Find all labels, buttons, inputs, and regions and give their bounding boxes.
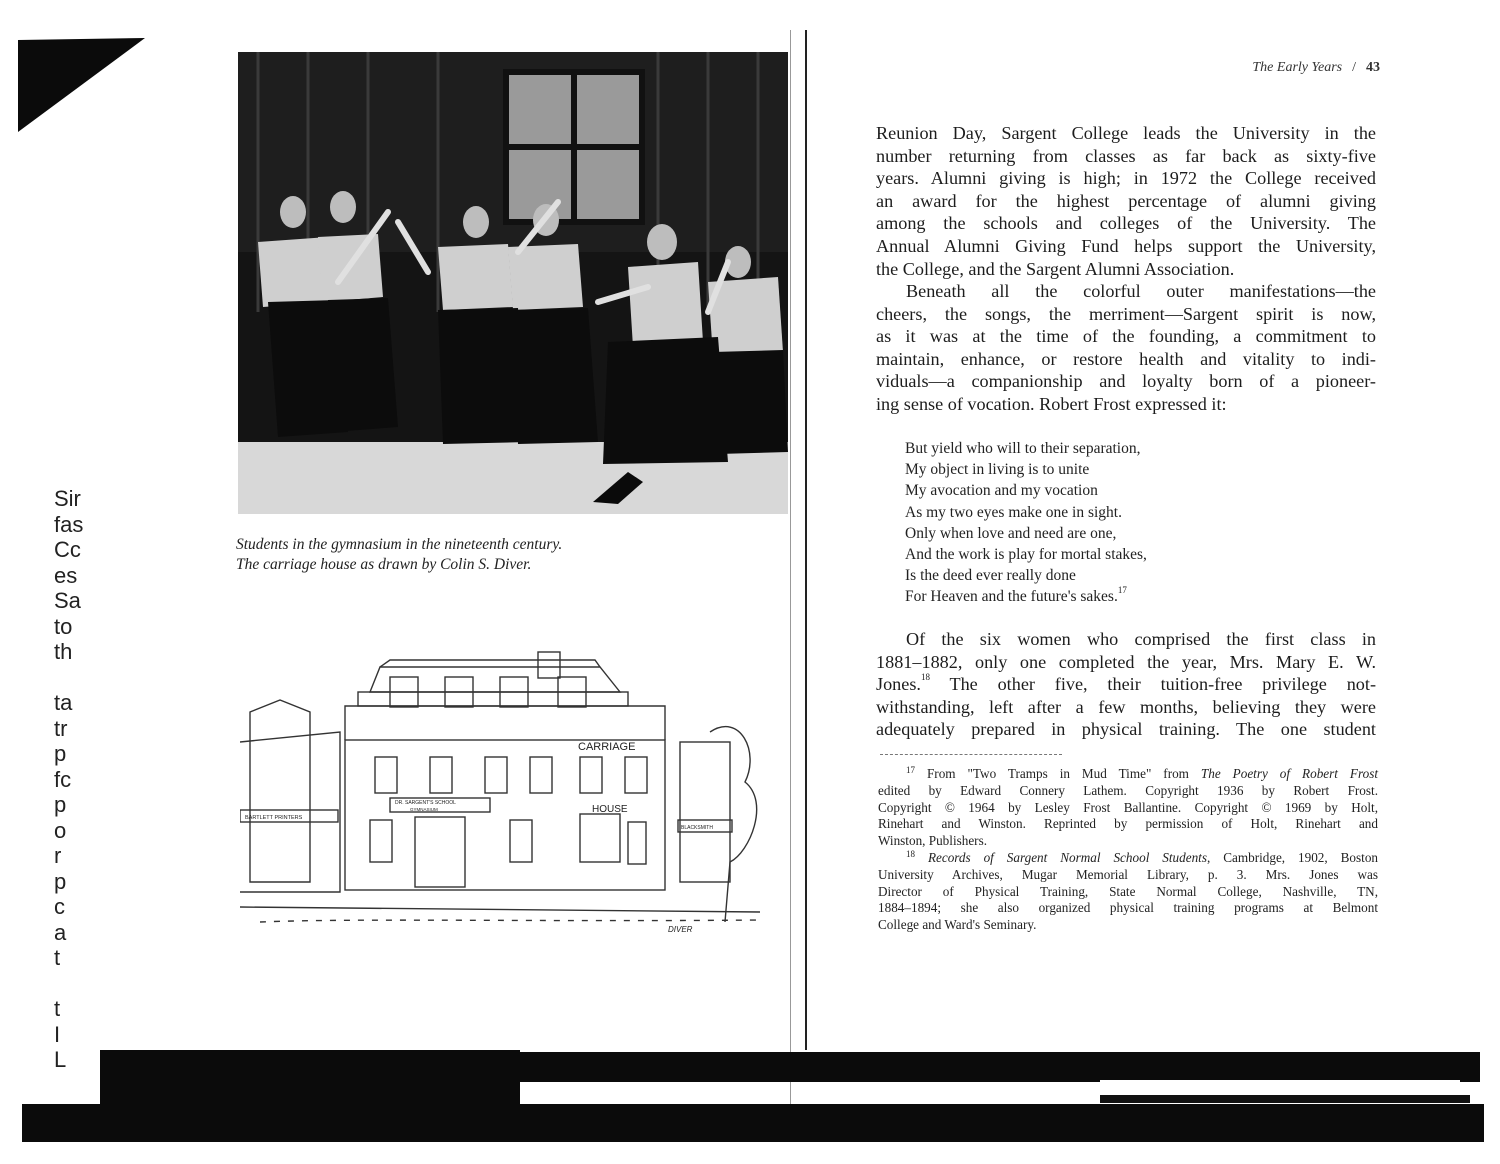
text-line: as it was at the time of the founding, a commitment to — [876, 326, 1376, 347]
footnote-marker: 18 — [906, 848, 915, 859]
left-page-edge-text — [54, 486, 94, 1073]
edge-fragment: p — [54, 792, 67, 817]
carriage-house-drawing — [240, 622, 780, 932]
poem-line: As my two eyes make one in sight. — [905, 503, 1122, 521]
footnote-18-line: Director of Physical Training, State Normal College, Nashville, TN, — [878, 883, 1378, 899]
footnote-17-line: Copyright © 1964 by Lesley Frost Ballantine. Copyright © 1969 by Holt, — [878, 799, 1378, 815]
edge-fragment: I — [54, 1021, 61, 1047]
text-line: an award for the highest percentage of alumni giving — [876, 190, 1376, 211]
drawing-sign-gym: GYMNASIUM — [410, 807, 438, 812]
text-line: viduals—a companionship and loyalty born of a pioneer- — [876, 371, 1376, 392]
edge-fragment: p — [54, 741, 67, 766]
poem-line — [905, 586, 1325, 607]
edge-fragment: t — [54, 996, 61, 1021]
text-fragment: From "Two Tramps in Mud Time" from — [915, 766, 1201, 781]
drawing-signature: DIVER — [668, 925, 693, 932]
edge-fragment: a — [54, 919, 67, 945]
drawing-sign-school: DR. SARGENT'S SCHOOL — [395, 800, 456, 806]
text-line: Beneath all the colorful outer manifestations—the — [906, 281, 1376, 301]
text-line: adequately prepared in physical training. The one student — [876, 719, 1376, 740]
poem-line: And the work is play for mortal stakes, — [905, 546, 1147, 564]
footnote-marker: 17 — [906, 765, 915, 775]
drawing-sign-blacksmith: BLACKSMITH — [681, 825, 713, 831]
text-line: among the schools and colleges of the University. The — [876, 213, 1376, 234]
text-line: 1881–1882, only one completed the year, Mrs. Mary E. W. — [876, 651, 1376, 672]
footnote-17-line: Rinehart and Winston. Reprinted by permission of Holt, Rinehart and — [878, 816, 1378, 832]
text-fragment: The other five, their tuition-free privilege not- — [929, 674, 1376, 695]
record-title: Records of Sargent Normal School Students — [927, 849, 1207, 865]
footnote-17-line: Winston, Publishers. — [878, 833, 988, 849]
paragraph-first-class — [876, 628, 1376, 741]
paragraph-spirit — [876, 280, 1376, 416]
scan-corner-artifact — [0, 0, 150, 140]
text-line: cheers, the songs, the merriment—Sargent spirit is now, — [876, 303, 1376, 324]
running-head-separator: / — [1352, 60, 1356, 75]
poem-line: My object in living is to unite — [905, 461, 1090, 479]
frost-poem-quote — [905, 438, 1325, 608]
edge-fragment: L — [54, 1047, 67, 1072]
running-head-title: The Early Years — [1252, 60, 1343, 75]
text-line: withstanding, left after a few months, believing they were — [876, 696, 1376, 717]
poem-line: Is the deed ever really done — [905, 567, 1076, 585]
edge-fragment: th — [54, 639, 73, 664]
poem-line: My avocation and my vocation — [905, 482, 1098, 500]
edge-fragment — [54, 665, 94, 691]
drawing-sign-carriage: CARRIAGE — [578, 741, 636, 753]
page-number: 43 — [1366, 60, 1380, 75]
edge-fragment: p — [54, 868, 67, 894]
text-line — [876, 673, 1376, 696]
gymnasium-photo — [238, 52, 788, 514]
footnote-18-line: University Archives, Mugar Memorial Library, p. 3. Mrs. Jones was — [878, 866, 1378, 882]
poem-line-text: For Heaven and the future's sakes. — [905, 588, 1118, 606]
text-line: number returning from classes as far back as sixty-five — [876, 145, 1376, 166]
poem-line: Only when love and need are one, — [905, 524, 1117, 542]
text-line: Of the six women who comprised the first class in — [906, 629, 1376, 649]
footnote-18-line — [878, 850, 1378, 867]
text-fragment: Jones. — [876, 674, 921, 695]
footnote-rule — [880, 754, 1062, 756]
running-head — [1150, 60, 1380, 76]
footnote-marker: 18 — [920, 672, 930, 683]
edge-fragment: es — [54, 562, 78, 588]
page-gutter-line — [805, 30, 807, 1050]
footnote-18-line: 1884–1894; she also organized physical training programs at Belmont — [878, 900, 1378, 916]
scan-black-bar — [100, 1050, 520, 1104]
edge-fragment: fas — [54, 511, 84, 537]
caption-line: The carriage house as drawn by Colin S. Diver. — [236, 556, 532, 573]
footnotes — [878, 766, 1378, 934]
text-line: years. Alumni giving is high; in 1972 the College received — [876, 168, 1376, 189]
edge-fragment: to — [54, 613, 73, 639]
edge-fragment: t — [54, 945, 61, 970]
edge-fragment: Cc — [54, 537, 81, 562]
edge-fragment: ta — [54, 690, 73, 715]
edge-fragment: Sa — [54, 588, 81, 613]
edge-fragment: r — [54, 843, 62, 868]
text-fragment: , Cambridge, 1902, Boston — [1206, 849, 1379, 865]
edge-fragment: fc — [54, 766, 72, 792]
scan-black-bar — [520, 1052, 1480, 1082]
text-line: ing sense of vocation. Robert Frost expressed it: — [876, 393, 1227, 414]
drawing-sign-printers: BARTLETT PRINTERS — [245, 815, 303, 821]
paragraph-reunion — [876, 122, 1376, 280]
poem-line: But yield who will to their separation, — [905, 440, 1141, 457]
scan-black-bar — [1100, 1095, 1470, 1103]
text-line: the College, and the Sargent Alumni Association. — [876, 258, 1235, 279]
book-title: The Poetry of Robert Frost — [1200, 766, 1378, 781]
page-gutter-line — [790, 30, 791, 1120]
footnote-18-line: College and Ward's Seminary. — [878, 917, 1037, 933]
text-line: Reunion Day, Sargent College leads the University in the — [876, 123, 1376, 143]
text-line: maintain, enhance, or restore health and vitality to indi- — [876, 348, 1376, 369]
photo-caption — [236, 535, 676, 575]
edge-fragment: tr — [54, 715, 68, 741]
footnote-17-line — [878, 766, 1378, 783]
text-line: Annual Alumni Giving Fund helps support the University, — [876, 235, 1376, 256]
footnote-marker: 17 — [1117, 585, 1127, 596]
edge-fragment: Sir — [54, 486, 81, 511]
footnote-17-line: edited by Edward Connery Lathem. Copyright 1936 by Robert Frost. — [878, 782, 1378, 798]
edge-fragment — [54, 971, 94, 997]
drawing-sign-house: HOUSE — [592, 804, 628, 815]
edge-fragment: c — [54, 894, 65, 919]
scan-black-bar — [22, 1104, 1484, 1142]
edge-fragment: o — [54, 817, 67, 843]
caption-line: Students in the gymnasium in the nineteenth century. — [236, 536, 563, 553]
